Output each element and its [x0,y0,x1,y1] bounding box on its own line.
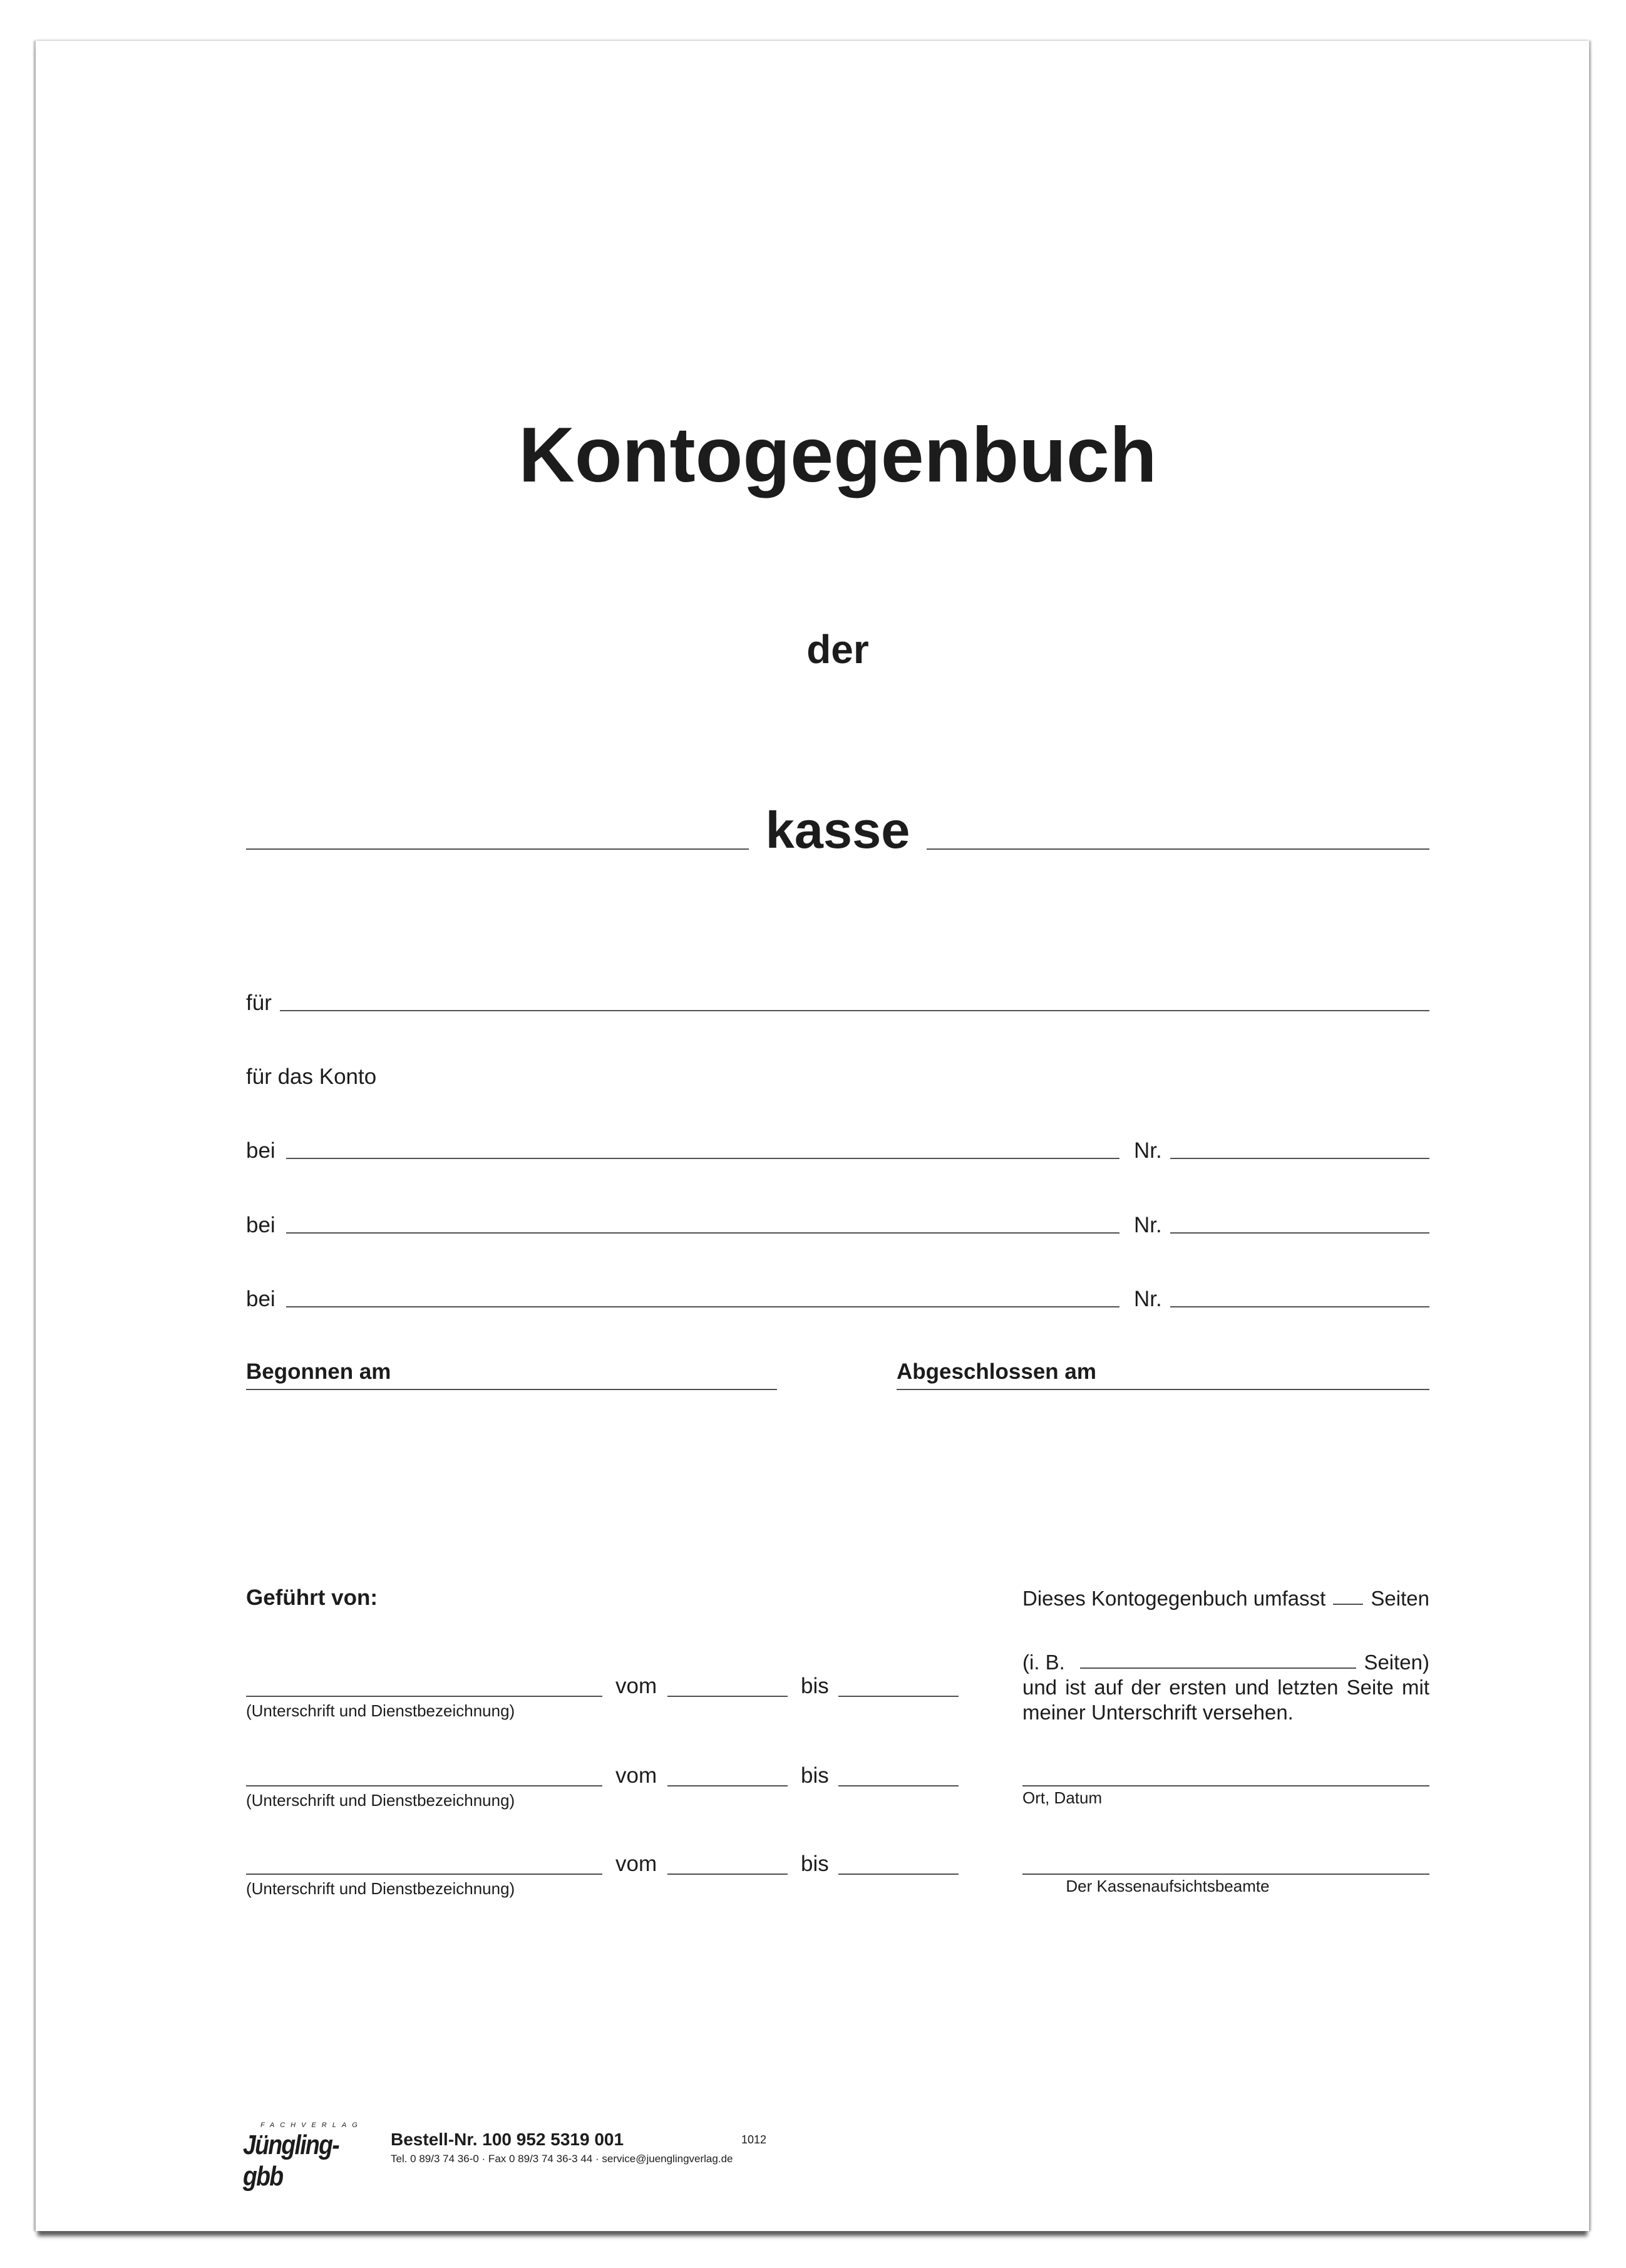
page-count-row [1022,1588,1429,1609]
vom-label: vom [615,1852,657,1876]
ort-datum-field[interactable] [1022,1785,1429,1786]
bei-label: bei [246,1213,275,1237]
signature-field[interactable] [246,1785,602,1786]
gefuehrt-von-label: Geführt von: [246,1585,378,1610]
logo-juengling: Jüngling-gbb [243,2130,339,2192]
kasse-suffix-field[interactable] [927,848,1429,850]
logo-fachverlag: FACHVERLAG [260,2121,363,2129]
bank-field[interactable] [286,1158,1119,1159]
bis-date-field[interactable] [838,1696,959,1697]
vom-date-field[interactable] [667,1785,788,1786]
bis-label: bis [801,1674,829,1698]
vom-label: vom [615,1763,657,1788]
bis-date-field[interactable] [838,1785,959,1786]
signature-caption: (Unterschrift und Dienstbezeichnung) [246,1701,515,1720]
kasse-prefix-field[interactable] [246,848,749,850]
bei-label: bei [246,1138,275,1163]
subtitle: der [806,627,869,672]
account-number-field[interactable] [1170,1158,1429,1159]
publisher-logo [243,2121,384,2192]
page-count-prefix: Dieses Kontogegenbuch umfasst [1022,1587,1326,1610]
fuer-das-konto-label: für das Konto [246,1064,377,1089]
vom-date-field[interactable] [667,1696,788,1697]
account-number-field[interactable] [1170,1306,1429,1307]
form-page [36,41,1589,2231]
vom-label: vom [615,1674,657,1698]
beamte-signature-field[interactable] [1022,1874,1429,1875]
begonnen-field[interactable] [246,1389,777,1390]
ib-field[interactable] [1080,1667,1357,1669]
signature-caption: (Unterschrift und Dienstbezeichnung) [246,1879,515,1898]
bank-field[interactable] [286,1306,1119,1307]
order-number: Bestell-Nr. 100 952 5319 001 [391,2130,624,2149]
nr-label: Nr. [1134,1138,1162,1163]
publisher-contact: Tel. 0 89/3 74 36-0 · Fax 0 89/3 74 36-3 44 · service@juenglingverlag.de [391,2153,733,2165]
signature-field[interactable] [246,1696,602,1697]
kasse-label: kasse [765,801,910,859]
begonnen-label: Begonnen am [246,1359,391,1384]
fuer-field[interactable] [280,1010,1429,1011]
statement-line-3: und ist auf der ersten und letzten Seite mit [1022,1676,1429,1699]
beamte-caption: Der Kassenaufsichtsbeamte [1066,1877,1270,1895]
bis-date-field[interactable] [838,1874,959,1875]
statement-line-4: meiner Unterschrift versehen. [1022,1701,1294,1724]
bis-label: bis [801,1852,829,1876]
ib-prefix: (i. B. [1022,1651,1065,1674]
bei-label: bei [246,1287,275,1311]
ib-row [1022,1652,1429,1673]
ib-suffix: Seiten) [1364,1651,1429,1674]
abgeschlossen-label: Abgeschlossen am [897,1359,1096,1384]
page-title: Kontogegenbuch [518,412,1157,498]
form-version: 1012 [741,2133,767,2146]
signature-caption: (Unterschrift und Dienstbezeichnung) [246,1791,515,1810]
signature-field[interactable] [246,1874,602,1875]
nr-label: Nr. [1134,1287,1162,1311]
nr-label: Nr. [1134,1213,1162,1237]
bis-label: bis [801,1763,829,1788]
ort-datum-caption: Ort, Datum [1022,1788,1103,1807]
vom-date-field[interactable] [667,1874,788,1875]
page-count-field[interactable] [1333,1604,1363,1605]
abgeschlossen-field[interactable] [897,1389,1429,1390]
account-number-field[interactable] [1170,1232,1429,1234]
bank-field[interactable] [286,1232,1119,1234]
page-count-suffix: Seiten [1371,1587,1429,1610]
fuer-label: für [246,991,272,1015]
